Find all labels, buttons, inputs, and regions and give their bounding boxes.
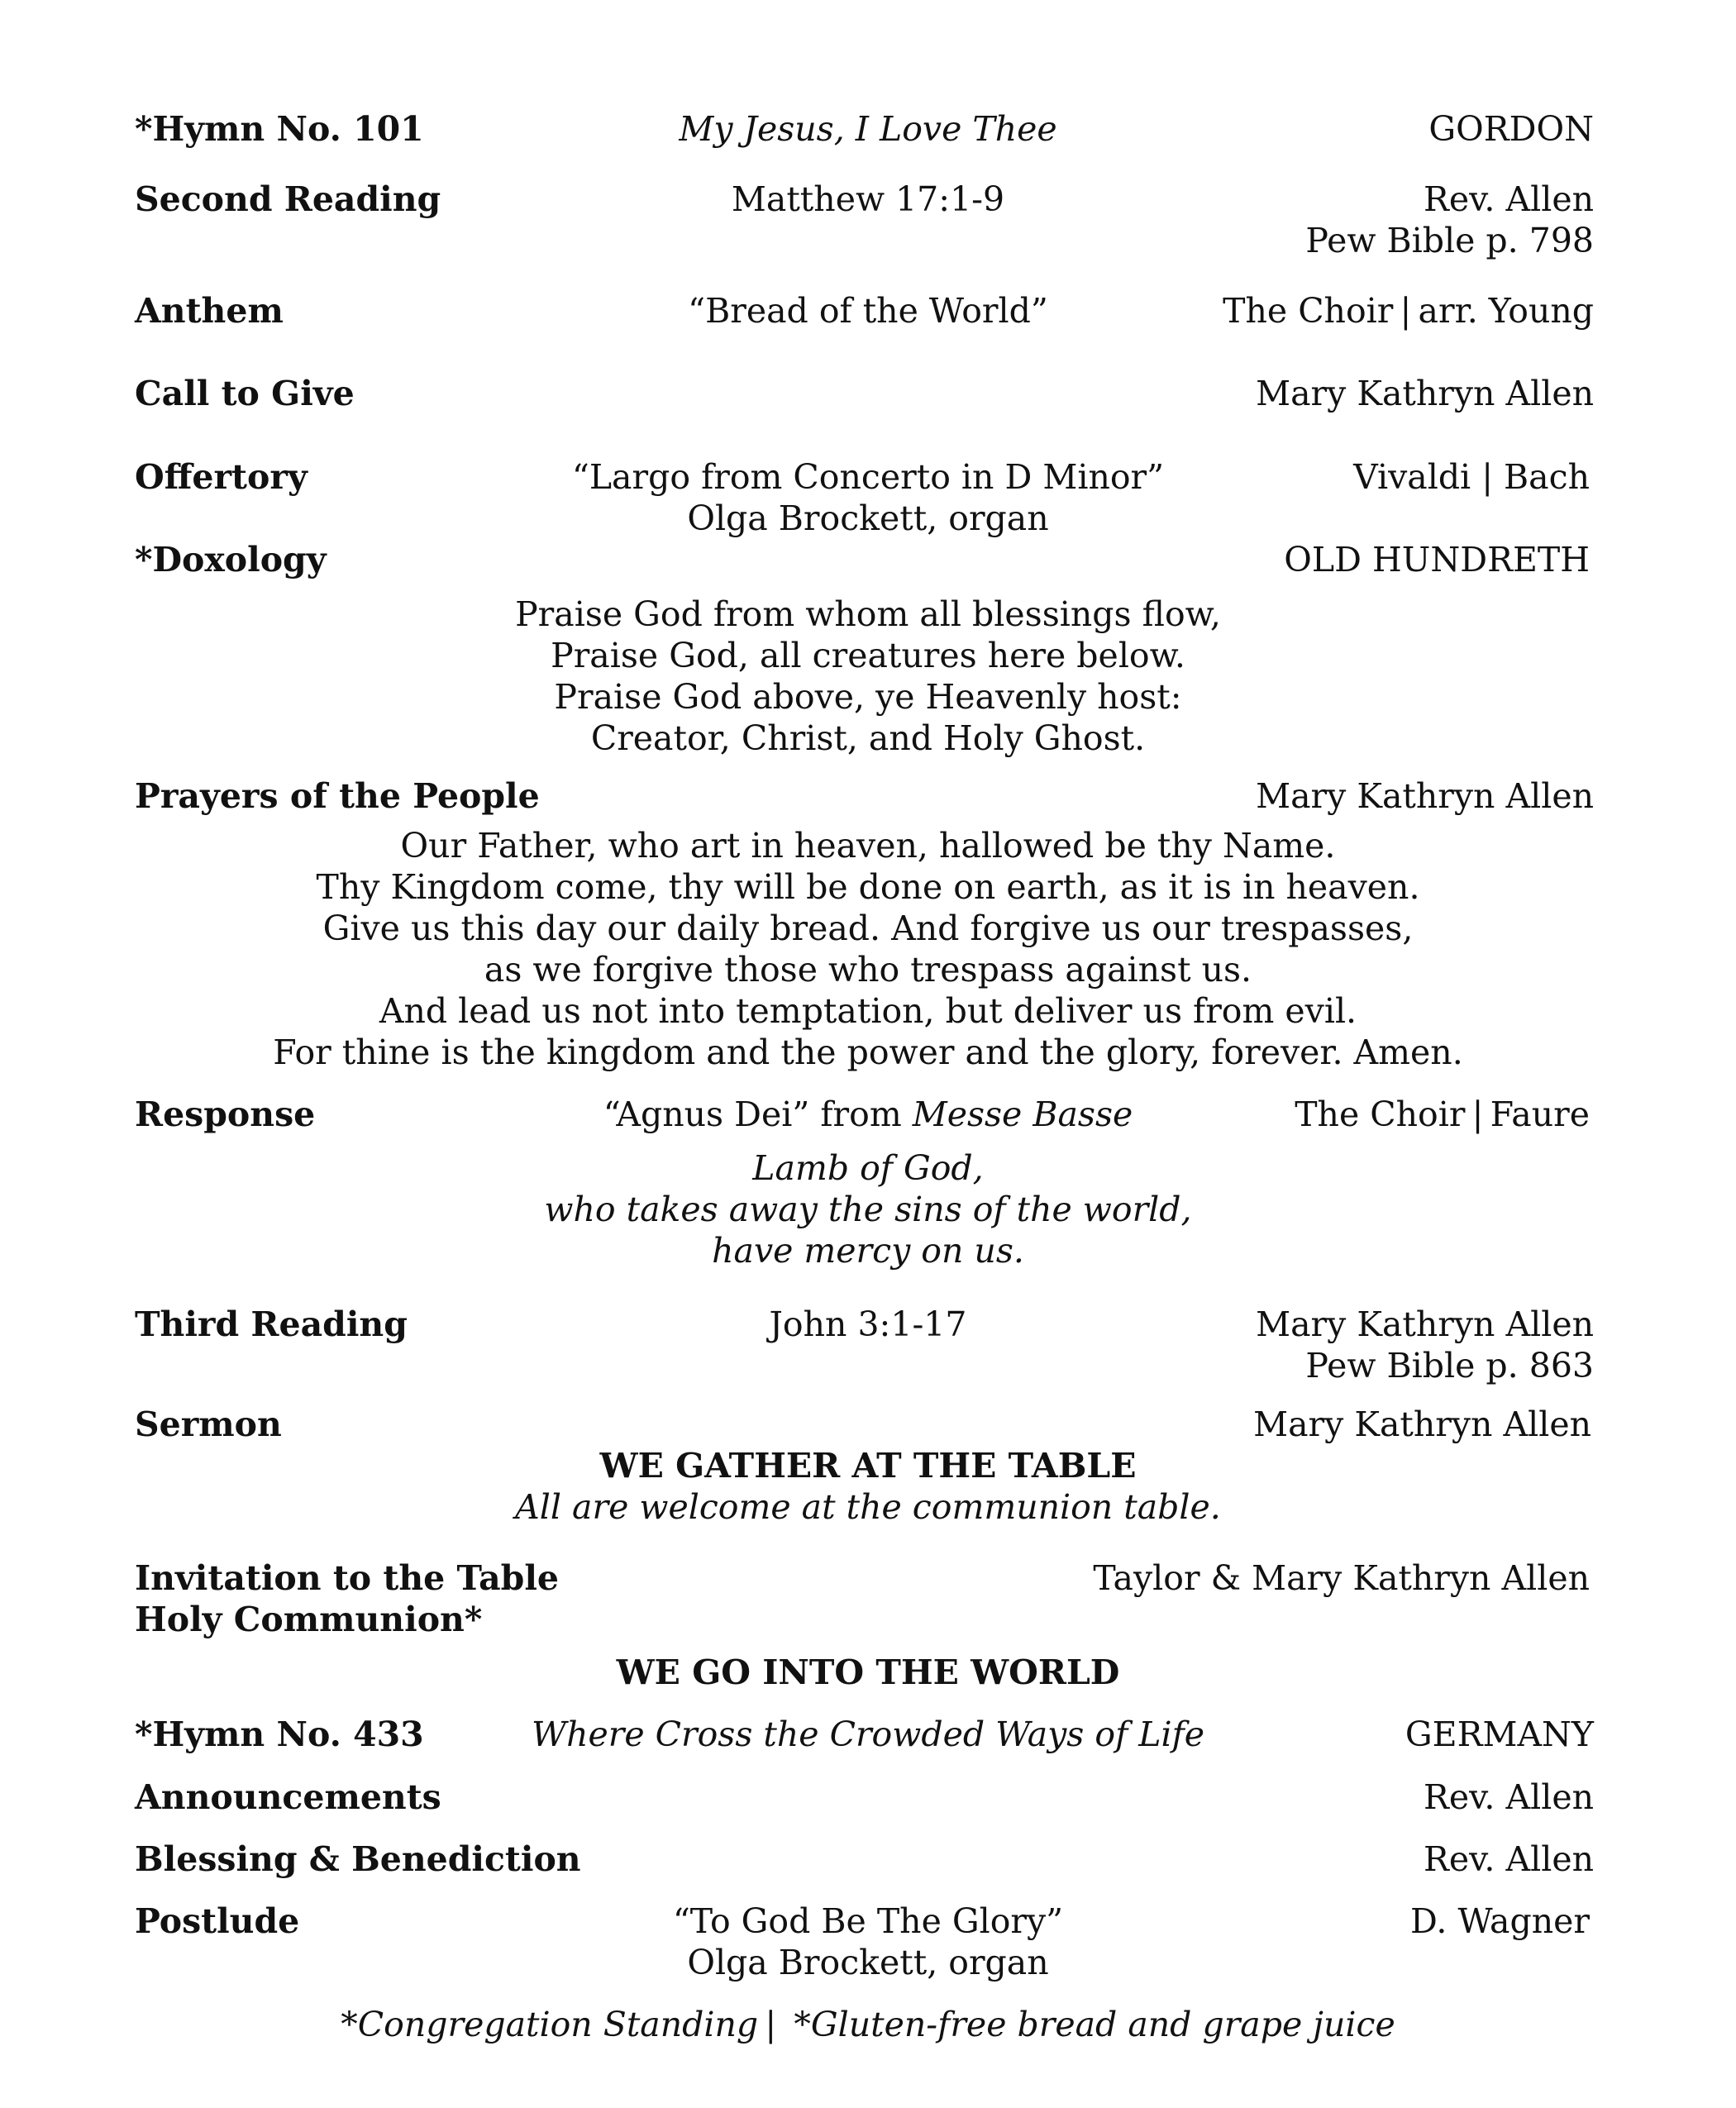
offertory-composer: Vivaldi | Bach <box>1353 457 1590 497</box>
prayer-line: And lead us not into temptation, but deliver us from evil. <box>379 991 1357 1031</box>
second-reading-page: Pew Bible p. 798 <box>1305 221 1594 260</box>
invitation-label: Invitation to the Table <box>135 1558 559 1598</box>
prayers-leader: Mary Kathryn Allen <box>1256 776 1594 816</box>
sermon-preacher: Mary Kathryn Allen <box>1253 1405 1591 1444</box>
hymn-433-tune: GERMANY <box>1405 1715 1594 1754</box>
hymn-101-tune: GORDON <box>1428 109 1594 149</box>
hymn-433-title: Where Cross the Crowded Ways of Life <box>531 1715 1205 1754</box>
hymn-101-label: *Hymn No. 101 <box>135 109 424 149</box>
response-title-work: Messe Basse <box>912 1095 1133 1134</box>
call-to-give-label: Call to Give <box>135 374 355 413</box>
offertory-musician: Olga Brockett, organ <box>687 498 1049 538</box>
second-reading-label: Second Reading <box>135 179 441 219</box>
third-reading-label: Third Reading <box>135 1304 408 1344</box>
anthem-performer: The Choir | arr. Young <box>1223 291 1594 331</box>
doxology-label: *Doxology <box>135 540 327 579</box>
second-reading-passage: Matthew 17:1-9 <box>731 179 1005 219</box>
announcements-leader: Rev. Allen <box>1423 1777 1594 1817</box>
response-performer: The Choir | Faure <box>1295 1095 1590 1134</box>
doxology-tune: OLD HUNDRETH <box>1284 540 1590 579</box>
postlude-musician: Olga Brockett, organ <box>687 1943 1049 1982</box>
doxology-line: Praise God, all creatures here below. <box>551 636 1185 675</box>
response-line: have mercy on us. <box>712 1231 1024 1271</box>
lords-prayer-text <box>0 825 1736 1073</box>
blessing-leader: Rev. Allen <box>1423 1839 1594 1879</box>
third-reading-reader: Mary Kathryn Allen <box>1256 1304 1594 1344</box>
blessing-label: Blessing & Benediction <box>135 1839 581 1879</box>
call-to-give-leader: Mary Kathryn Allen <box>1256 374 1594 413</box>
postlude-composer: D. Wagner <box>1409 1901 1590 1941</box>
hymn-101-title: My Jesus, I Love Thee <box>679 109 1057 149</box>
offertory-label: Offertory <box>135 457 308 497</box>
gather-subtitle: All are welcome at the communion table. <box>515 1487 1221 1527</box>
third-reading-page: Pew Bible p. 863 <box>1305 1346 1594 1385</box>
gather-heading: WE GATHER AT THE TABLE <box>599 1446 1137 1486</box>
doxology-line: Praise God from whom all blessings flow, <box>515 594 1221 634</box>
response-title-prefix: “Agnus Dei” from <box>603 1095 913 1134</box>
prayer-line: Give us this day our daily bread. And forgive us our trespasses, <box>322 909 1414 948</box>
prayer-line: as we forgive those who trespass against us. <box>484 950 1252 990</box>
second-reading-reader: Rev. Allen <box>1423 179 1594 219</box>
prayers-label: Prayers of the People <box>135 776 540 816</box>
offertory-title: “Largo from Concerto in D Minor” <box>571 457 1165 497</box>
postlude-label: Postlude <box>135 1901 300 1941</box>
prayer-line: Our Father, who art in heaven, hallowed be thy Name. <box>400 826 1336 866</box>
response-label: Response <box>135 1095 316 1134</box>
communion-label: Holy Communion* <box>135 1600 483 1639</box>
footnote: *Congregation Standing | *Gluten-free bread and grape juice <box>341 2005 1395 2044</box>
third-reading-passage: John 3:1-17 <box>769 1304 967 1344</box>
hymn-433-label: *Hymn No. 433 <box>135 1715 424 1754</box>
go-heading: WE GO INTO THE WORLD <box>616 1653 1120 1692</box>
anthem-title: “Bread of the World” <box>688 291 1048 331</box>
prayer-line: For thine is the kingdom and the power and the glory, forever. Amen. <box>273 1033 1463 1072</box>
prayer-line: Thy Kingdom come, thy will be done on earth, as it is in heaven. <box>316 867 1420 907</box>
agnus-dei-text <box>0 1147 1736 1271</box>
postlude-title: “To God Be The Glory” <box>672 1901 1064 1941</box>
invitation-leaders: Taylor & Mary Kathryn Allen <box>1093 1558 1590 1598</box>
anthem-label: Anthem <box>135 291 284 331</box>
doxology-line: Creator, Christ, and Holy Ghost. <box>590 718 1146 758</box>
sermon-label: Sermon <box>135 1405 282 1444</box>
announcements-label: Announcements <box>135 1777 441 1817</box>
doxology-line: Praise God above, ye Heavenly host: <box>554 677 1182 717</box>
response-line: Lamb of God, <box>752 1148 984 1188</box>
doxology-text <box>0 594 1736 759</box>
response-line: who takes away the sins of the world, <box>544 1190 1192 1229</box>
